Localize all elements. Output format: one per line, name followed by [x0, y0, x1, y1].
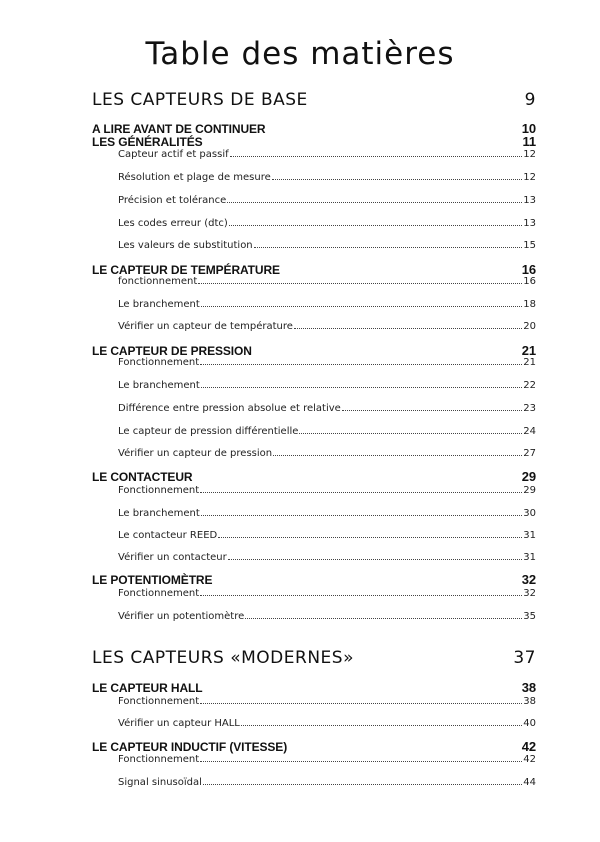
chapter-label: LE CAPTEUR INDUCTIF (VITESSE)	[92, 740, 288, 754]
section-label: Le contacteur REED	[118, 530, 218, 541]
dot-leader	[200, 364, 522, 365]
chapter-page: 38	[521, 680, 536, 695]
section-label: Fonctionnement	[118, 485, 200, 496]
chapter-label: LE CAPTEUR HALL	[92, 681, 203, 695]
section-label: Fonctionnement	[118, 754, 200, 765]
section-page: 15	[523, 240, 536, 251]
chapter-label: A LIRE AVANT DE CONTINUER	[92, 122, 266, 136]
section-entry[interactable]	[118, 485, 536, 496]
section-label: Capteur actif et passif	[118, 149, 229, 160]
page-title: Table des matières	[145, 36, 455, 72]
section-page: 31	[523, 552, 536, 563]
section-entry[interactable]	[118, 552, 536, 563]
dot-leader	[200, 761, 522, 762]
chapter-entry[interactable]	[92, 572, 536, 587]
section-label: Le branchement	[118, 508, 200, 519]
section-label: Résolution et plage de mesure	[118, 172, 271, 183]
section-entry[interactable]	[118, 588, 536, 599]
chapter-page: 16	[521, 262, 536, 277]
section-entry[interactable]	[118, 696, 536, 707]
dot-leader	[200, 492, 522, 493]
part-page: 37	[513, 648, 536, 668]
section-label: Fonctionnement	[118, 588, 200, 599]
section-entry[interactable]	[118, 240, 536, 251]
dot-leader	[294, 328, 522, 329]
section-entry[interactable]	[118, 611, 536, 622]
section-label: Les codes erreur (dtc)	[118, 218, 228, 229]
section-label: Vérifier un capteur de pression	[118, 448, 273, 459]
chapter-entry[interactable]	[92, 469, 536, 484]
section-page: 42	[523, 754, 536, 765]
section-page: 32	[523, 588, 536, 599]
section-page: 31	[523, 530, 536, 541]
section-entry[interactable]	[118, 299, 536, 310]
section-label: Signal sinusoïdal	[118, 777, 202, 788]
dot-leader	[241, 725, 522, 726]
section-entry[interactable]	[118, 218, 536, 229]
section-page: 16	[523, 276, 536, 287]
section-entry[interactable]	[118, 426, 536, 437]
section-label: Fonctionnement	[118, 357, 200, 368]
dot-leader	[342, 410, 522, 411]
chapter-page: 42	[521, 739, 536, 754]
chapter-entry[interactable]	[92, 134, 536, 149]
part-label: LES CAPTEURS «MODERNES»	[92, 648, 354, 668]
section-label: fonctionnement	[118, 276, 198, 287]
section-page: 23	[523, 403, 536, 414]
section-page: 35	[523, 611, 536, 622]
section-entry[interactable]	[118, 754, 536, 765]
chapter-entry[interactable]	[92, 343, 536, 358]
chapter-page: 29	[521, 469, 536, 484]
section-entry[interactable]	[118, 508, 536, 519]
dot-leader	[245, 618, 522, 619]
section-entry[interactable]	[118, 357, 536, 368]
section-page: 21	[523, 357, 536, 368]
section-page: 29	[523, 485, 536, 496]
section-label: Le capteur de pression différentielle	[118, 426, 299, 437]
section-page: 27	[523, 448, 536, 459]
chapter-page: 32	[521, 572, 536, 587]
section-label: Les valeurs de substitution	[118, 240, 253, 251]
chapter-label: LE CAPTEUR DE PRESSION	[92, 344, 252, 358]
dot-leader	[273, 455, 522, 456]
section-label: Vérifier un contacteur	[118, 552, 227, 563]
section-page: 44	[523, 777, 536, 788]
dot-leader	[272, 179, 522, 180]
section-entry[interactable]	[118, 380, 536, 391]
section-page: 12	[523, 172, 536, 183]
chapter-label: LE POTENTIOMÈTRE	[92, 573, 213, 587]
chapter-entry[interactable]	[92, 680, 536, 695]
section-entry[interactable]	[118, 195, 536, 206]
dot-leader	[200, 703, 522, 704]
dot-leader	[218, 537, 522, 538]
chapter-page: 11	[522, 134, 536, 149]
dot-leader	[201, 387, 522, 388]
chapter-label: LE CONTACTEUR	[92, 470, 193, 484]
section-page: 13	[523, 195, 536, 206]
section-page: 12	[523, 149, 536, 160]
section-entry[interactable]	[118, 530, 536, 541]
section-label: Fonctionnement	[118, 696, 200, 707]
section-entry[interactable]	[118, 276, 536, 287]
dot-leader	[198, 283, 522, 284]
section-entry[interactable]	[118, 172, 536, 183]
section-entry[interactable]	[118, 321, 536, 332]
dot-leader	[229, 225, 522, 226]
dot-leader	[201, 306, 522, 307]
section-entry[interactable]	[118, 149, 536, 160]
chapter-page: 21	[521, 343, 536, 358]
section-label: Vérifier un capteur de température	[118, 321, 293, 332]
section-entry[interactable]	[118, 403, 536, 414]
part-entry[interactable]	[92, 648, 536, 668]
part-page: 9	[524, 90, 536, 110]
dot-leader	[203, 784, 522, 785]
chapter-page: 10	[521, 121, 536, 136]
section-page: 30	[523, 508, 536, 519]
section-page: 20	[523, 321, 536, 332]
dot-leader	[254, 247, 523, 248]
section-label: Le branchement	[118, 299, 200, 310]
section-entry[interactable]	[118, 777, 536, 788]
dot-leader	[230, 156, 523, 157]
dot-leader	[299, 433, 522, 434]
section-page: 13	[523, 218, 536, 229]
dot-leader	[200, 595, 522, 596]
chapter-label: LES GÉNÉRALITÉS	[92, 135, 203, 149]
chapter-entry[interactable]	[92, 262, 536, 277]
section-entry[interactable]	[118, 448, 536, 459]
section-page: 22	[523, 380, 536, 391]
section-page: 40	[523, 718, 536, 729]
chapter-label: LE CAPTEUR DE TEMPÉRATURE	[92, 263, 280, 277]
dot-leader	[228, 559, 523, 560]
section-label: Précision et tolérance	[118, 195, 227, 206]
section-page: 18	[523, 299, 536, 310]
section-page: 24	[523, 426, 536, 437]
dot-leader	[201, 515, 522, 516]
section-label: Le branchement	[118, 380, 200, 391]
section-label: Vérifier un potentiomètre	[118, 611, 245, 622]
section-entry[interactable]	[118, 718, 536, 729]
section-page: 38	[523, 696, 536, 707]
chapter-entry[interactable]	[92, 739, 536, 754]
section-label: Vérifier un capteur HALL	[118, 718, 240, 729]
dot-leader	[227, 202, 522, 203]
part-label: LES CAPTEURS DE BASE	[92, 90, 308, 110]
section-label: Différence entre pression absolue et relative	[118, 403, 341, 414]
part-entry[interactable]	[92, 90, 536, 110]
